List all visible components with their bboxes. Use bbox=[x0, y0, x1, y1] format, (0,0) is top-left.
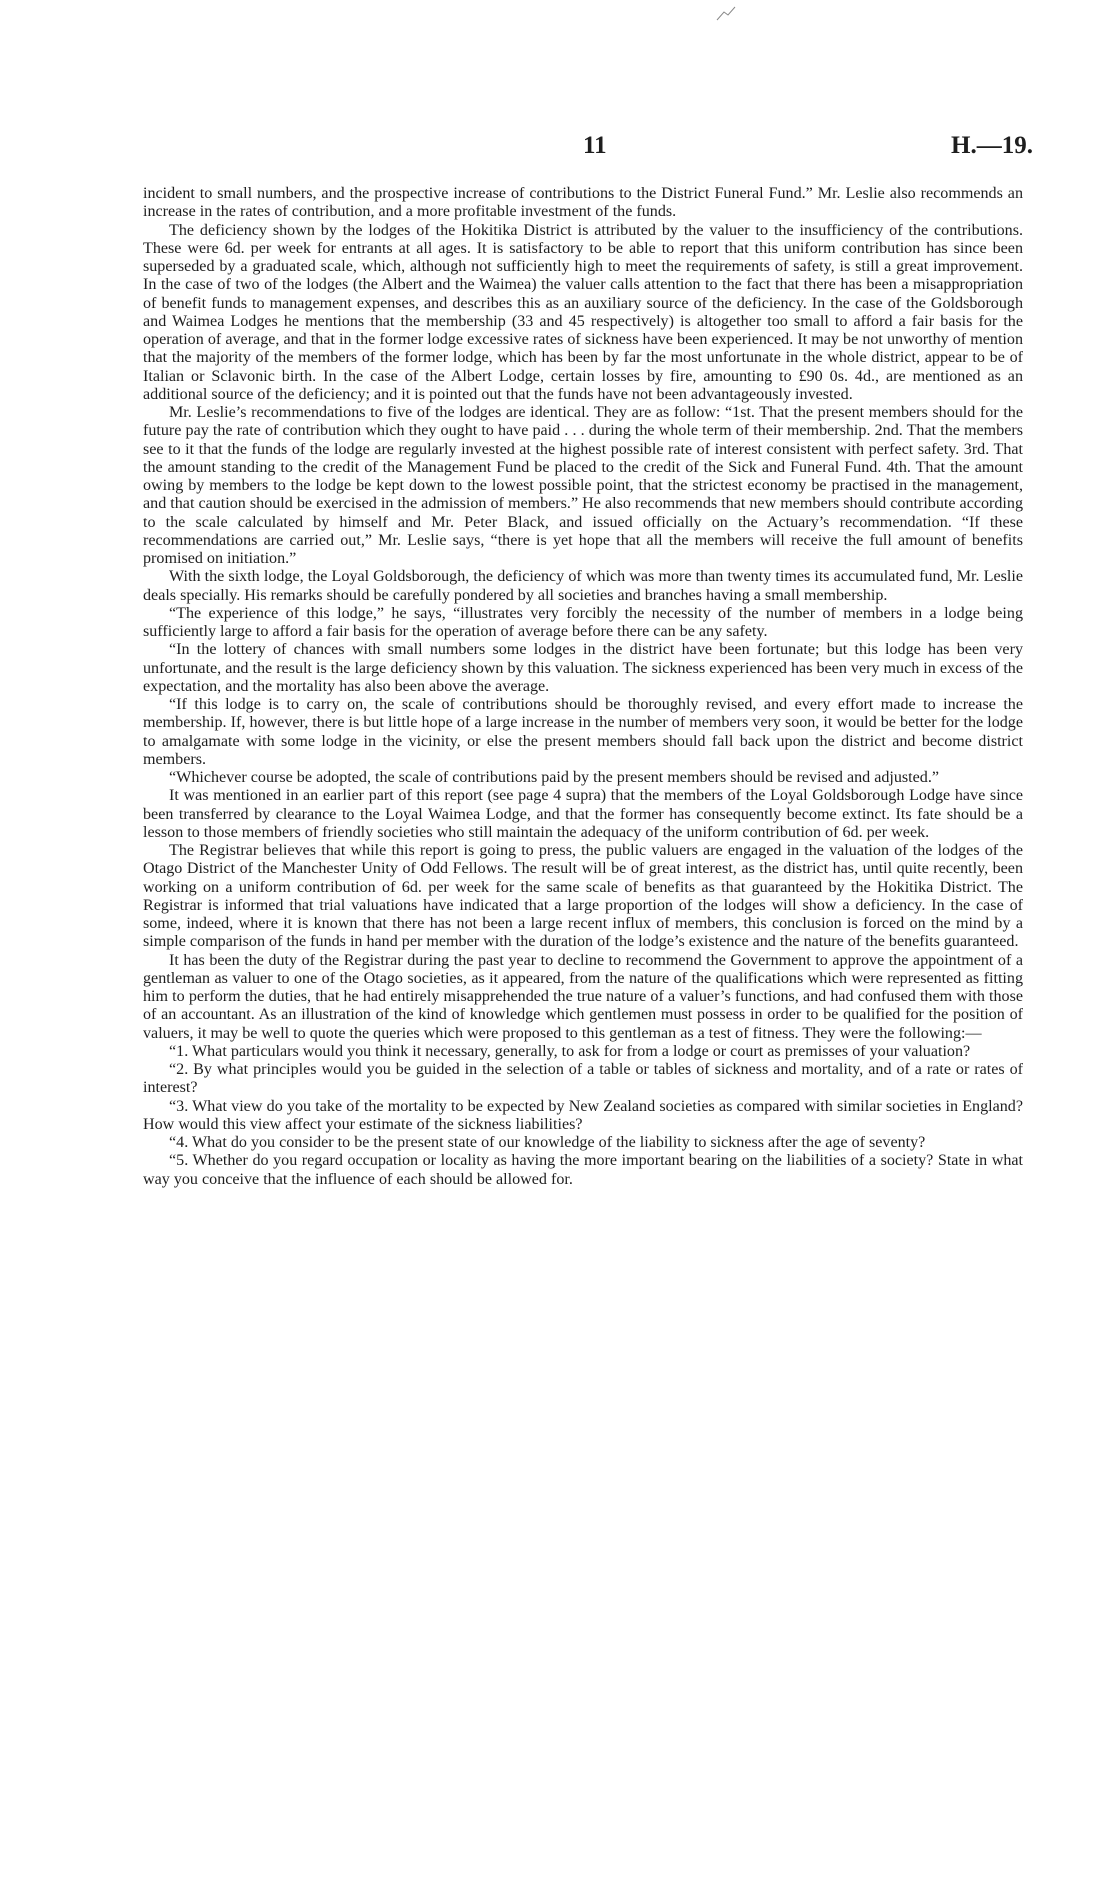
page-header bbox=[143, 128, 1033, 168]
paragraph: It was mentioned in an earlier part of this report (see page 4 supra) that the members of the Loyal Goldsborough Lodge have since been transferred by clearance to the Loyal Waimea Lodge, and that the former has consequently become extinct. Its fate should be a lesson to those members of friendly societies who still maintain the adequacy of the uniform contribution of 6d. per week. bbox=[143, 787, 1023, 841]
paragraph: “4. What do you consider to be the present state of our knowledge of the liability to sickness after the age of seventy? bbox=[169, 1134, 926, 1151]
document-code: H.—19. bbox=[951, 132, 1033, 159]
paragraph: “Whichever course be adopted, the scale of contributions paid by the present members should be revised and adjusted.” bbox=[169, 769, 940, 786]
paragraph: Mr. Leslie’s recommendations to five of the lodges are identical. They are as follow: “1st. That the present members should for the future pay the rate of contribution which they ought to have paid . . . during the whole term of their membership. 2nd. That the members see to it that the funds of the lodge are regularly invested at the highest possible rate of interest consistent with perfect safety. 3rd. That the amount standing to the credit of the Management Fund be placed to the credit of the Sick and Funeral Fund. 4th. That the amount owing by members to the lodge be kept down to the lowest possible point, that the strictest economy be practised in the management, and that caution should be exercised in the admission of members.” He also recommends that new members should contribute according to the scale calculated by himself and Mr. Peter Black, and issued officially on the Actuary’s recommendation. “If these recommendations are carried out,” Mr. Leslie says, “there is yet hope that all the members will receive the full amount of benefits promised on initiation.” bbox=[143, 404, 1023, 567]
page-number: 11 bbox=[583, 132, 607, 159]
paragraph: The deficiency shown by the lodges of the Hokitika District is attributed by the valuer to the insufficiency of the contributions. These were 6d. per week for entrants at all ages. It is satisfactory to be able to report that this uniform contribution has since been superseded by a graduated scale, which, although not sufficiently high to meet the requirements of safety, is still a great improvement. In the case of two of the lodges (the Albert and the Waimea) the valuer calls attention to the fact that there has been a misappropriation of benefit funds to management expenses, and describes this as an auxiliary source of the deficiency. In the case of the Goldsborough and Waimea Lodges he mentions that the membership (33 and 45 respectively) is altogether too small to afford a fair basis for the operation of average, and that in the former lodge excessive rates of sickness have been experienced. It may be not unworthy of mention that the majority of the members of the former lodge, which has been by far the most unfortunate in the whole district, appear to be of Italian or Sclavonic birth. In the case of the Albert Lodge, certain losses by fire, amounting to £90 0s. 4d., are mentioned as an additional source of the deficiency; and it is pointed out that the funds have not been advantageously invested. bbox=[143, 221, 1023, 403]
paragraph: “3. What view do you take of the mortality to be expected by New Zealand societies as compared with similar societies in England? How would this view affect your estimate of the sickness liabilities? bbox=[143, 1097, 1023, 1133]
paragraph: It has been the duty of the Registrar during the past year to decline to recommend the Government to approve the appointment of a gentleman as valuer to one of the Otago societies, as it appeared, from the nature of the qualifications which were represented as fitting him to perform the duties, that he had entirely misapprehended the true nature of a valuer’s functions, and had confused them with those of an accountant. As an illustration of the kind of knowledge which gentlemen must possess in order to be qualified for the position of valuers, it may be well to quote the queries which were proposed to this gentleman as a test of fitness. They were the following:— bbox=[143, 951, 1023, 1042]
paragraph: “2. By what principles would you be guided in the selection of a table or tables of sickness and mortality, and of a rate or rates of interest? bbox=[143, 1061, 1023, 1097]
paragraph: “5. Whether do you regard occupation or locality as having the more important bearing on the liabilities of a society? State in what way you conceive that the influence of each should be allowed for. bbox=[143, 1152, 1023, 1188]
body-text bbox=[143, 185, 1023, 1189]
paragraph: The Registrar believes that while this report is going to press, the public valuers are engaged in the valuation of the lodges of the Otago District of the Manchester Unity of Odd Fellows. The result will be of great interest, as the district has, until quite recently, been working on a uniform contribution of 6d. per week for the same scale of benefits as that guaranteed by the Hokitika District. The Registrar is informed that trial valuations have indicated that a large proportion of the lodges will show a deficiency. In the case of some, indeed, where it is known that there has not been a large recent influx of members, this conclusion is forced on the mind by a simple comparison of the funds in hand per member with the duration of the lodge’s existence and the nature of the benefits guaranteed. bbox=[143, 842, 1023, 951]
pencil-mark bbox=[715, 4, 739, 24]
paragraph: incident to small numbers, and the prospective increase of contributions to the District Funeral Fund.” Mr. Leslie also recommends an increase in the rates of contribution, and a more profitable investment of the funds. bbox=[143, 185, 1023, 221]
paragraph: “The experience of this lodge,” he says, “illustrates very forcibly the necessity of the number of members in a lodge being sufficiently large to afford a fair basis for the operation of average before there can be any safety. bbox=[143, 604, 1023, 640]
paragraph: “In the lottery of chances with small numbers some lodges in the district have been fortunate; but this lodge has been very unfortunate, and the result is the large deficiency shown by this valuation. The sickness experienced has been very much in excess of the expectation, and the mortality has also been above the average. bbox=[143, 641, 1023, 695]
paragraph: “If this lodge is to carry on, the scale of contributions should be thoroughly revised, and every effort made to increase the membership. If, however, there is but little hope of a large increase in the number of members very soon, it would be better for the lodge to amalgamate with some lodge in the vicinity, or else the present members should fall back upon the district and become district members. bbox=[143, 696, 1023, 768]
paragraph: “1. What particulars would you think it necessary, generally, to ask for from a lodge or court as premisses of your valuation? bbox=[169, 1042, 971, 1060]
paragraph: With the sixth lodge, the Loyal Goldsborough, the deficiency of which was more than twenty times its accumulated fund, Mr. Leslie deals specially. His remarks should be carefully pondered by all societies and branches having a small membership. bbox=[143, 568, 1023, 604]
